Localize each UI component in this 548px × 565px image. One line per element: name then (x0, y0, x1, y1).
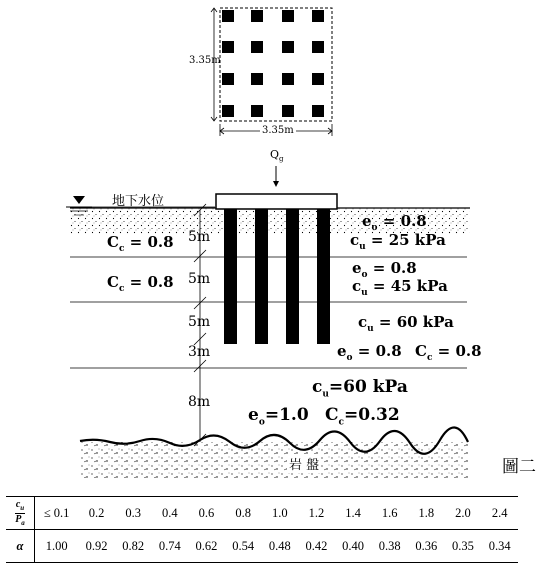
plan-width-label: 3.35m (262, 125, 294, 136)
ratio-cell: 1.4 (335, 497, 372, 530)
ratio-cell: 1.0 (261, 497, 298, 530)
alpha-cell: 0.38 (371, 530, 408, 563)
ratio-row (6, 497, 518, 530)
ratio-cell: ≤ 0.1 (35, 497, 79, 530)
layer1-eo: $e_o = 0.8$ (362, 212, 427, 233)
alpha-cell: 0.82 (115, 530, 152, 563)
layer3-thickness: 5m (188, 314, 211, 330)
layer2-thickness: 5m (188, 271, 211, 287)
ratio-cell: 2.4 (481, 497, 518, 530)
layer2-cu: $c_u = 45$ kPa (352, 277, 448, 298)
alpha-cell: 0.40 (335, 530, 372, 563)
layer3-cu: $c_u = 60$ kPa (358, 313, 454, 334)
ratio-cell: 1.6 (371, 497, 408, 530)
bedrock-label: 岩 盤 (287, 454, 321, 473)
alpha-cell: 1.00 (35, 530, 79, 563)
layer1-thickness: 5m (188, 229, 211, 245)
alpha-cell: 0.42 (298, 530, 335, 563)
alpha-cell: 0.54 (225, 530, 262, 563)
layer5-eo: $e_o=1.0$ (248, 405, 309, 428)
layer5-cc: $C_c=0.32$ (325, 405, 400, 428)
alpha-row (6, 530, 518, 563)
alpha-table (6, 496, 518, 563)
layer1-cc: $C_c = 0.8$ (107, 233, 174, 254)
figure-label: 圖二 (502, 457, 536, 477)
plan-view (211, 8, 332, 136)
ratio-cell: 0.6 (188, 497, 225, 530)
alpha-cell: 0.48 (261, 530, 298, 563)
plan-height-label: 3.35m (189, 55, 221, 66)
alpha-cell: 0.92 (78, 530, 115, 563)
layer4-cc: $C_c = 0.8$ (415, 342, 482, 363)
ratio-cell: 0.2 (78, 497, 115, 530)
bedrock-fill (80, 442, 468, 478)
alpha-row-header: α (6, 530, 35, 563)
layer4-eo: $e_o = 0.8$ (337, 342, 402, 363)
alpha-cell: 0.74 (152, 530, 189, 563)
ratio-cell: 0.3 (115, 497, 152, 530)
alpha-cell: 0.62 (188, 530, 225, 563)
plan-pile-cap-outline (220, 8, 332, 121)
layer5-thickness: 8m (188, 394, 211, 410)
layer5-cu: $c_u=60$ kPa (312, 377, 408, 400)
pile-cap (216, 194, 337, 209)
ratio-cell: 1.2 (298, 497, 335, 530)
alpha-cell: 0.35 (445, 530, 482, 563)
load-label: $Q_g$ (270, 148, 284, 164)
ratio-cell: 0.8 (225, 497, 262, 530)
ratio-cell: 2.0 (445, 497, 482, 530)
layer2-eo: $e_o = 0.8$ (352, 259, 417, 280)
alpha-cell: 0.36 (408, 530, 445, 563)
plan-piles (222, 10, 324, 117)
water-table-label: 地下水位 (112, 194, 165, 209)
layer1-cu: $c_u = 25$ kPa (350, 231, 446, 252)
ratio-cell: 0.4 (152, 497, 189, 530)
ratio-cell: 1.8 (408, 497, 445, 530)
ratio-row-header: $\frac{c_u}{P_a}$ (6, 497, 35, 530)
alpha-cell: 0.34 (481, 530, 518, 563)
layer4-thickness: 3m (188, 344, 211, 360)
layer2-cc: $C_c = 0.8$ (107, 273, 174, 294)
